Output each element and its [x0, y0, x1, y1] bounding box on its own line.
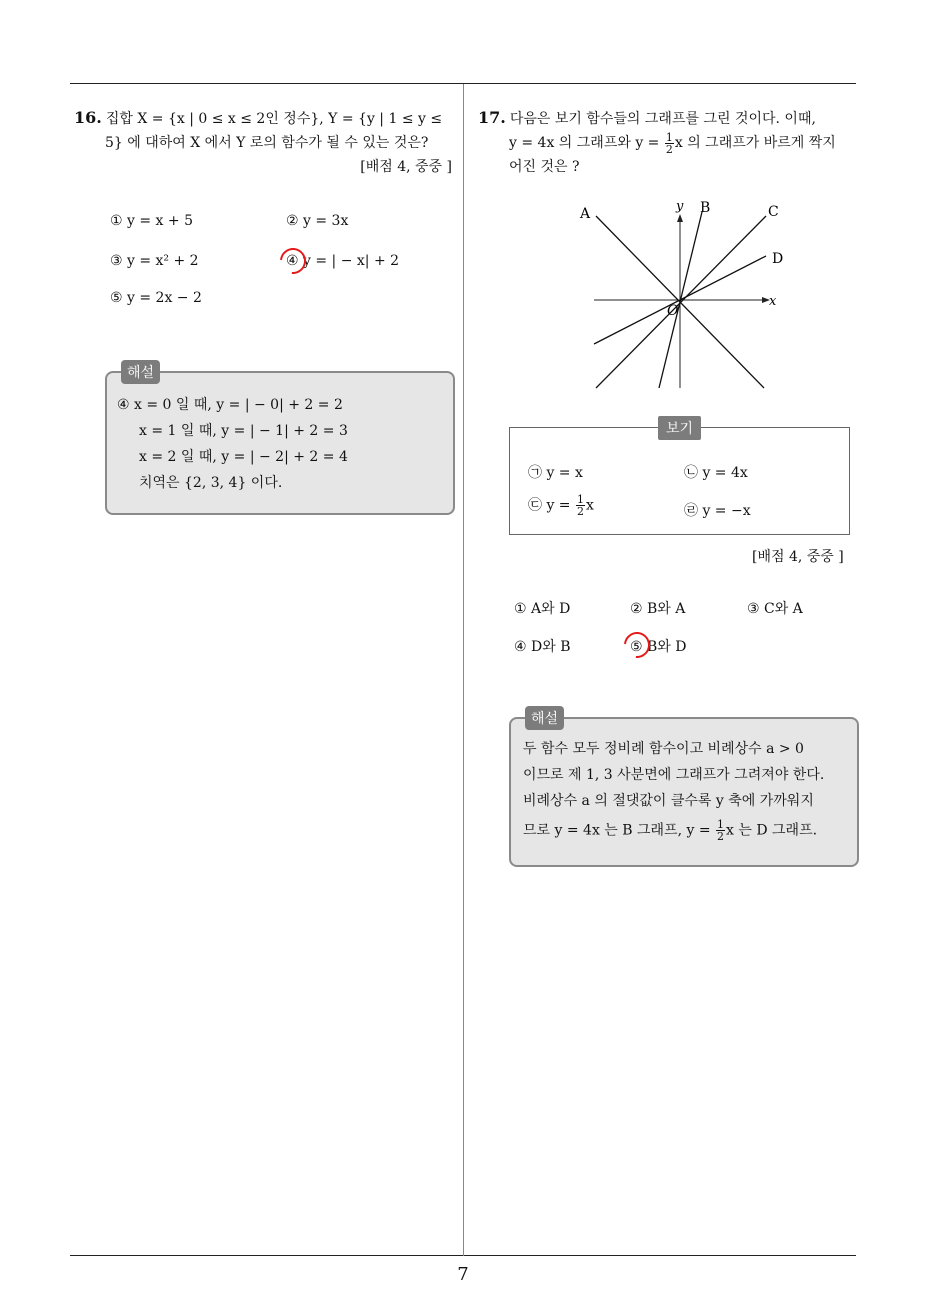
page-number: 7: [457, 1264, 469, 1285]
label-d: D: [772, 251, 784, 267]
q17-text-2b: x 의 그래프가 바르게 짝지: [674, 135, 836, 151]
q16-solution-tag: 해설: [121, 360, 160, 384]
q16-choice-3[interactable]: ③ y = x² + 2: [110, 253, 199, 269]
q16-line2: [74, 131, 452, 155]
answer-mark-circle: [619, 627, 656, 664]
q16-choice-1[interactable]: ① y = x + 5: [110, 213, 193, 229]
bogi-item-1: ㉠ y = x: [528, 465, 583, 481]
bogi-item-4: ㉣ y = −x: [684, 503, 751, 519]
q17-choice-1[interactable]: ① A와 D: [514, 601, 571, 617]
q17-text-2a: y = 4x 의 그래프와 y =: [509, 135, 664, 151]
q17-text-3: 어진 것은 ?: [509, 159, 580, 175]
q17-solution-l4b: x 는 D 그래프.: [726, 822, 818, 839]
fraction-denominator: 2: [717, 830, 725, 843]
fraction-numerator: 1: [665, 130, 673, 144]
label-y: y: [676, 199, 684, 214]
q17-solution-line: [523, 819, 817, 842]
q17-choice-4[interactable]: ④ D와 B: [514, 639, 571, 655]
question-17: [478, 106, 858, 179]
q16-solution-line: x = 2 일 때, y = | − 2| + 2 = 4: [139, 449, 348, 465]
label-c: C: [768, 204, 779, 220]
bogi-tag: 보기: [658, 416, 701, 440]
q16-solution-line: 치역은 {2, 3, 4} 이다.: [139, 475, 283, 491]
q17-line2: [478, 131, 858, 155]
q17-solution-l4a: 므로 y = 4x 는 B 그래프, y =: [523, 822, 716, 839]
bogi-fraction: [576, 494, 585, 517]
answer-mark-circle: [275, 243, 312, 280]
bogi-box: [509, 421, 850, 535]
fraction-denominator: 2: [577, 505, 584, 518]
bogi-item-3-b: x: [586, 497, 594, 514]
q16-text-1: 집합 X = {x | 0 ≤ x ≤ 2인 정수}, Y = {y | 1 ≤ y ≤: [105, 111, 443, 127]
label-b: B: [700, 200, 711, 216]
q17-line3: [478, 155, 858, 179]
q17-choice-5[interactable]: ⑤ B와 D: [630, 639, 687, 655]
q16-score: [배점 4, 중중 ]: [360, 159, 452, 175]
label-origin: O: [667, 303, 679, 319]
q16-text-2: 5} 에 대하여 X 에서 Y 로의 함수가 될 수 있는 것은?: [105, 135, 429, 151]
fraction-denominator: 2: [665, 142, 673, 156]
q17-solution-line: 비례상수 a 의 절댓값이 클수록 y 축에 가까워지: [523, 793, 814, 809]
q16-choice-5[interactable]: ⑤ y = 2x − 2: [110, 290, 202, 306]
q17-text-1: 다음은 보기 함수들의 그래프를 그린 것이다. 이때,: [509, 111, 816, 127]
q17-fraction: [665, 132, 674, 155]
q16-solution-line: x = 1 일 때, y = | − 1| + 2 = 3: [139, 423, 348, 439]
q16-choice-2[interactable]: ② y = 3x: [286, 213, 349, 229]
label-x: x: [769, 294, 777, 309]
q16-choice-4[interactable]: ④ y = | − x| + 2: [286, 253, 400, 269]
q17-score: [배점 4, 중중 ]: [752, 549, 844, 565]
q17-solution-line: 두 함수 모두 정비례 함수이고 비례상수 a > 0: [523, 741, 804, 757]
bogi-item-3: [528, 494, 594, 517]
q17-choice-2[interactable]: ② B와 A: [630, 601, 686, 617]
q16-solution-box: [105, 365, 455, 515]
q17-line1: [478, 106, 858, 131]
fraction-numerator: 1: [717, 818, 725, 831]
y-axis-arrow: [677, 214, 683, 222]
q17-choice-3[interactable]: ③ C와 A: [747, 601, 803, 617]
q16-line1: [74, 106, 452, 131]
label-a: A: [580, 206, 591, 222]
q17-solution-tag: 해설: [525, 706, 564, 730]
bogi-item-3-a: ㉢ y =: [528, 497, 575, 514]
bogi-item-2: ㉡ y = 4x: [684, 465, 748, 481]
q16-number: 16.: [74, 108, 102, 127]
q17-solution-box: [509, 711, 859, 867]
q17-graph: [576, 196, 786, 396]
q16-solution-line: ④ x = 0 일 때, y = | − 0| + 2 = 2: [117, 397, 343, 413]
column-divider: [463, 84, 464, 1256]
q17-solution-line: 이므로 제 1, 3 사분면에 그래프가 그려져야 한다.: [523, 767, 825, 783]
solution-fraction: [716, 819, 725, 842]
fraction-numerator: 1: [577, 493, 584, 506]
question-16: [74, 106, 452, 179]
q17-number: 17.: [478, 108, 506, 127]
